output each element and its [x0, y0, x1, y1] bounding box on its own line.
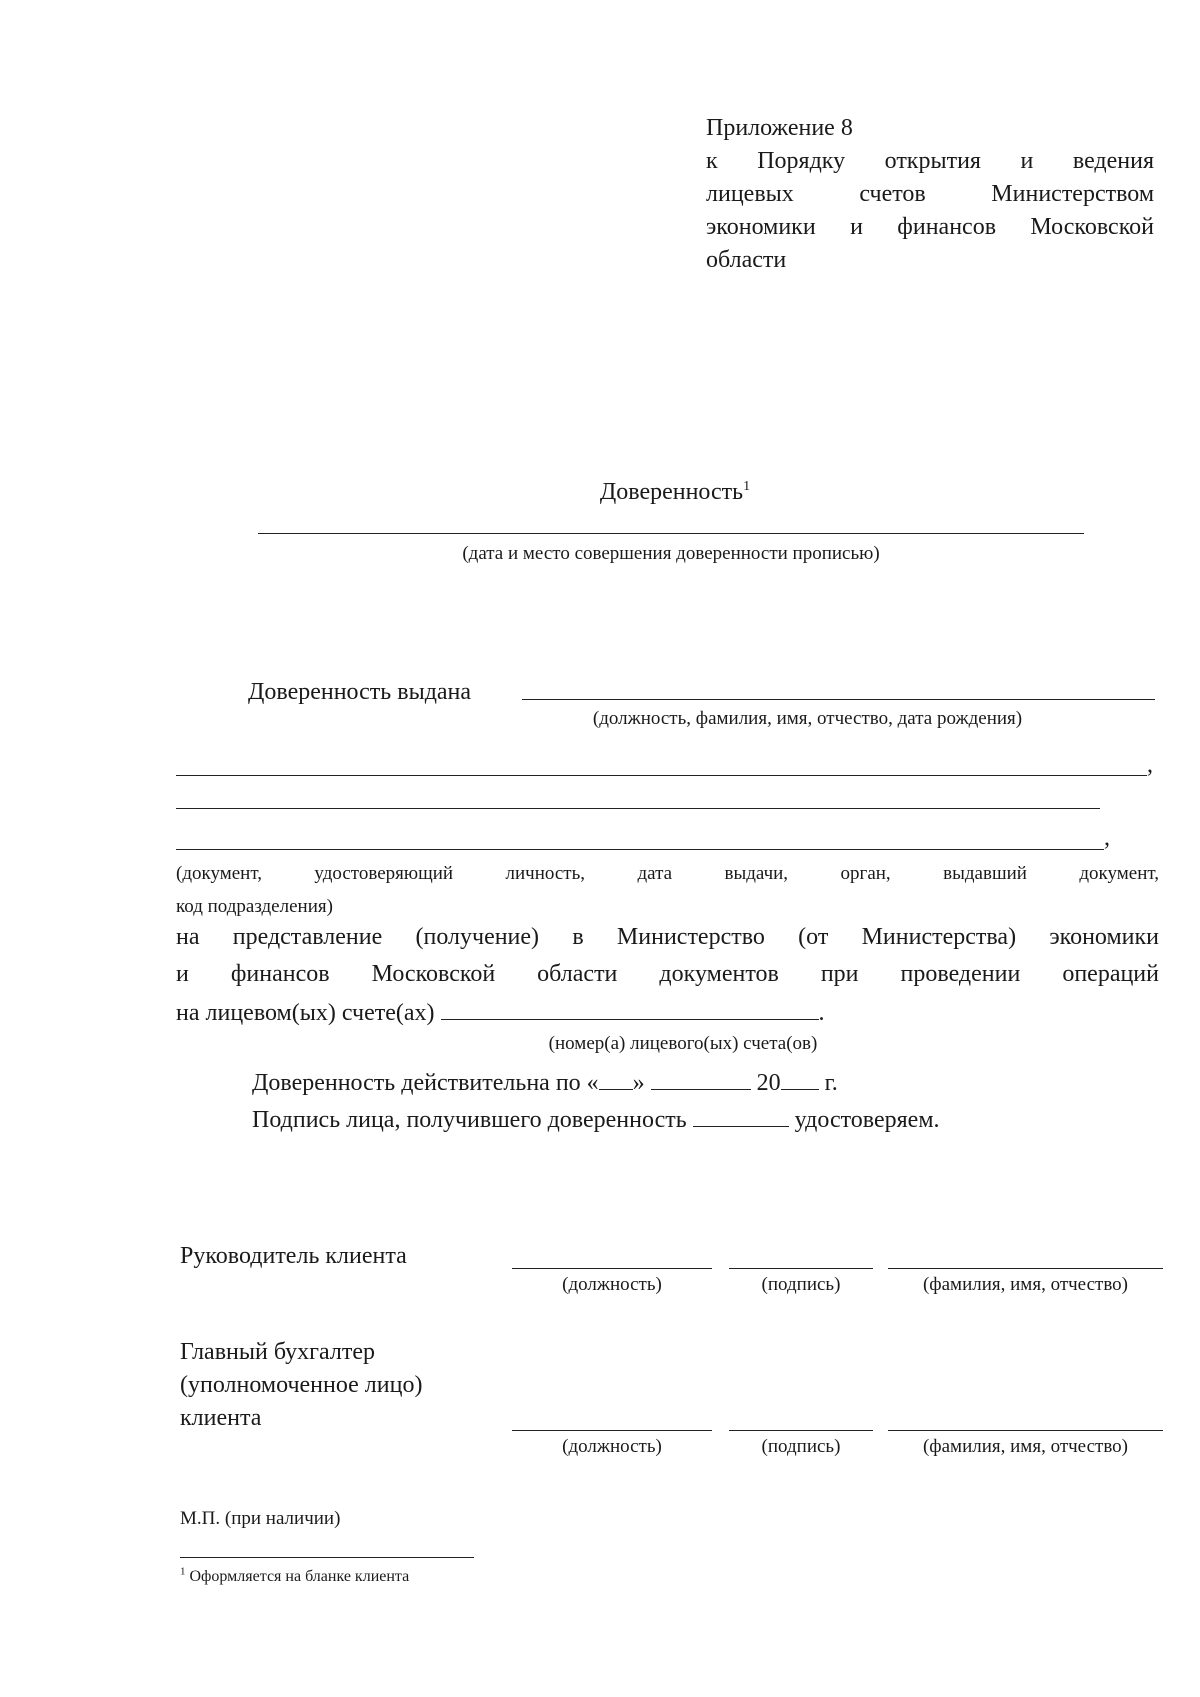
validity-month-blank — [651, 1065, 751, 1090]
head-signature-caption: (подпись) — [761, 1274, 841, 1295]
account-number-blank — [441, 995, 819, 1020]
accountant-label-line-2: (уполномоченное лицо) — [180, 1372, 423, 1398]
appendix-line-1: к Порядку открытия и ведения — [706, 148, 1154, 174]
validity-year-blank — [781, 1065, 819, 1090]
accountant-signature-caption: (подпись) — [761, 1436, 841, 1457]
head-name-line — [888, 1268, 1163, 1269]
appendix-line-2: лицевых счетов Министерством — [706, 181, 1154, 207]
document-heading — [0, 476, 1200, 509]
validity-day-blank — [599, 1065, 633, 1090]
purpose-period: . — [818, 1000, 825, 1026]
date-place-line — [258, 533, 1084, 534]
appendix-line-3: экономики и финансов Московской — [706, 214, 1154, 240]
date-place-caption: (дата и место совершения доверенности прописью) — [462, 543, 880, 564]
signature-cert-blank — [693, 1102, 789, 1127]
appendix-line-4: области — [706, 247, 787, 273]
head-position-caption: (должность) — [562, 1274, 662, 1295]
signature-cert-suffix: удостоверяем. — [794, 1107, 940, 1133]
purpose-line-3 — [176, 995, 825, 1030]
accountant-name-caption: (фамилия, имя, отчество) — [922, 1436, 1128, 1457]
purpose-line-3-text: на лицевом(ых) счете(ах) — [176, 1000, 435, 1026]
document-caption-line-2: код подразделения) — [176, 896, 333, 917]
validity-suffix: г. — [824, 1070, 838, 1096]
heading-footnote-mark: 1 — [743, 479, 751, 494]
purpose-line-1: на представление (получение) в Министерство (от Министерства) экономики — [176, 924, 1159, 950]
accountant-signature-line — [729, 1430, 873, 1431]
head-name-caption: (фамилия, имя, отчество) — [922, 1274, 1128, 1295]
head-signature-line — [729, 1268, 873, 1269]
accountant-position-line — [512, 1430, 712, 1431]
accountant-name-line — [888, 1430, 1163, 1431]
accountant-position-caption: (должность) — [562, 1436, 662, 1457]
validity-line — [252, 1065, 838, 1100]
footnote-mark: 1 — [180, 1565, 186, 1578]
issued-comma-2: , — [1104, 825, 1110, 851]
issued-line-4 — [176, 849, 1104, 850]
validity-prefix: Доверенность действительна по « — [252, 1070, 599, 1096]
stamp-label: М.П. (при наличии) — [180, 1508, 341, 1529]
signature-cert-prefix: Подпись лица, получившего доверенность — [252, 1107, 687, 1133]
footnote — [180, 1565, 410, 1586]
document-caption-line-1: (документ, удостоверяющий личность, дата выдачи, орган, выдавший документ, — [176, 863, 1159, 884]
footnote-separator — [180, 1557, 474, 1558]
footnote-text: Оформляется на бланке клиента — [189, 1568, 410, 1585]
appendix-block — [706, 112, 1154, 277]
heading-title: Доверенность — [599, 479, 744, 505]
purpose-line-2: и финансов Московской области документов при проведении операций — [176, 961, 1159, 987]
head-position-line — [512, 1268, 712, 1269]
accountant-label — [180, 1336, 422, 1435]
issued-label: Доверенность выдана — [248, 679, 472, 705]
accountant-label-line-3: клиента — [180, 1405, 262, 1431]
signature-cert-line — [252, 1102, 940, 1137]
issued-line-2 — [176, 775, 1147, 776]
issued-caption: (должность, фамилия, имя, отчество, дата рождения) — [592, 708, 1023, 729]
issued-line — [522, 699, 1155, 700]
account-number-caption: (номер(а) лицевого(ых) счета(ов) — [548, 1033, 818, 1054]
appendix-title: Приложение 8 — [706, 115, 853, 141]
validity-mid: » — [632, 1070, 645, 1096]
validity-year-prefix: 20 — [756, 1070, 781, 1096]
issued-line-3 — [176, 808, 1100, 809]
accountant-label-line-1: Главный бухгалтер — [180, 1339, 375, 1365]
head-label: Руководитель клиента — [180, 1243, 407, 1269]
issued-comma-1: , — [1147, 752, 1153, 778]
